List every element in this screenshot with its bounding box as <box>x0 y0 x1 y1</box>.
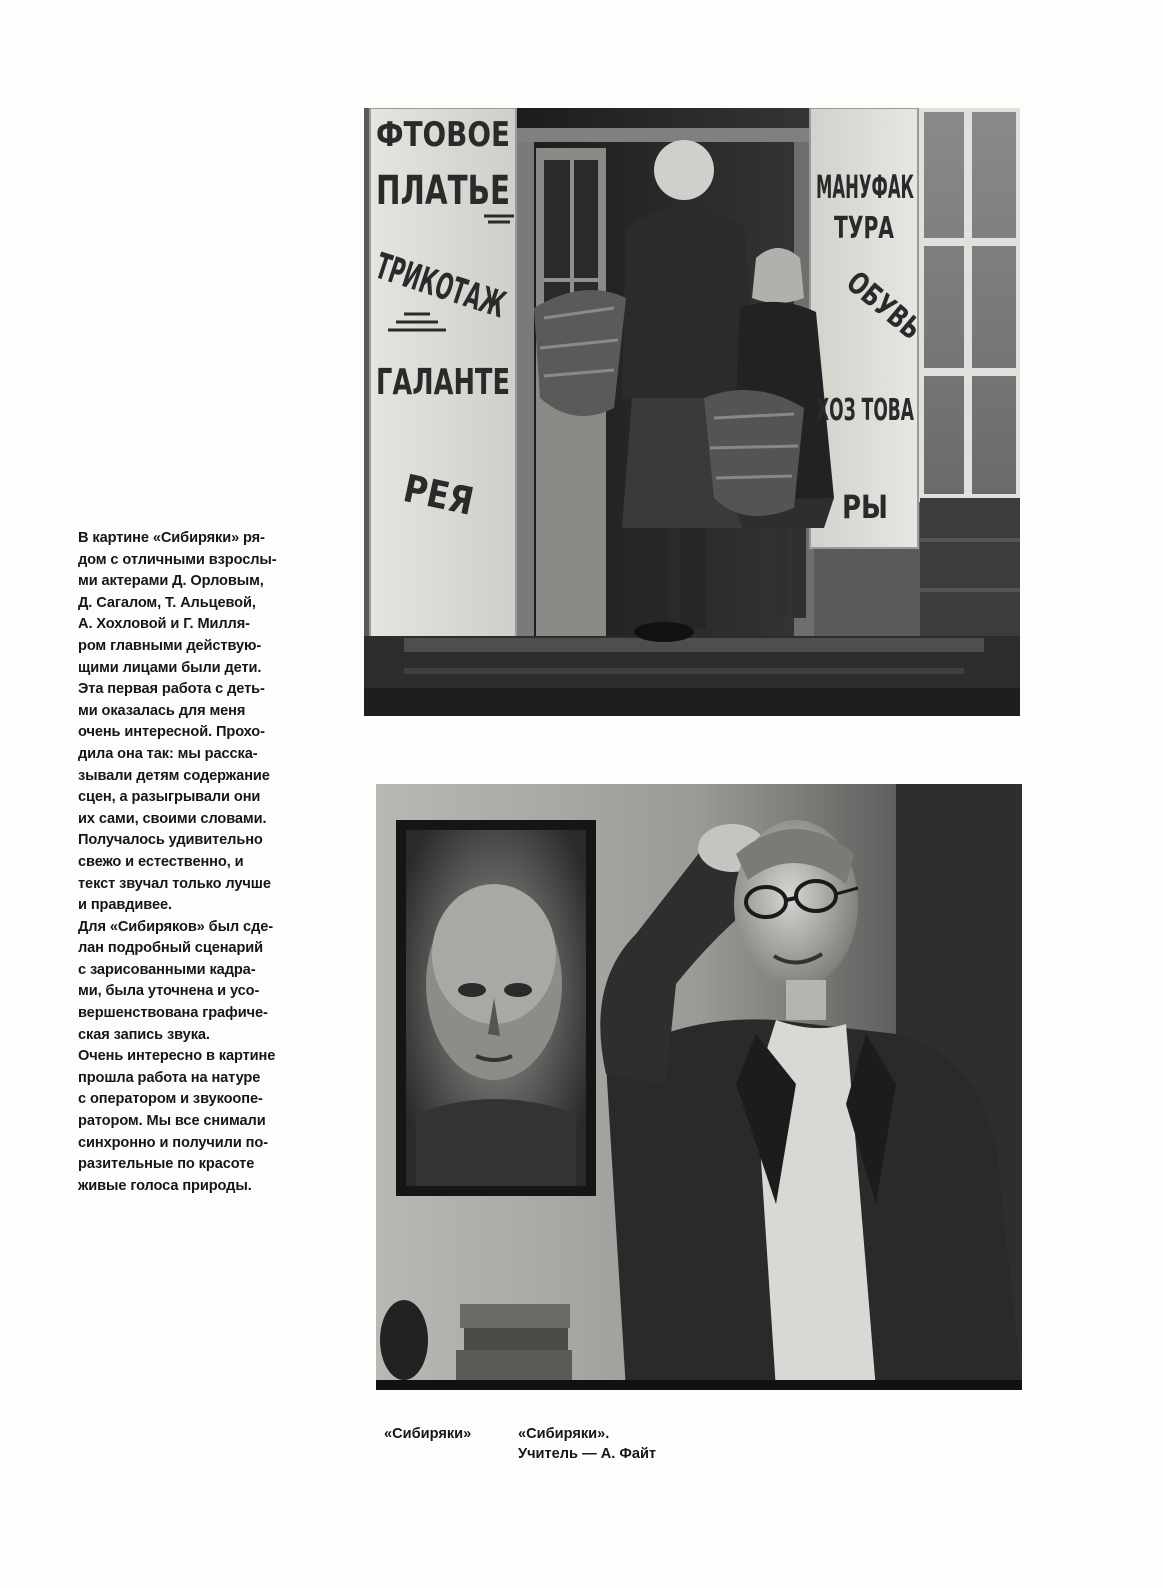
sign-left-5: РЕЯ <box>399 466 491 527</box>
sign-left-3: ТРИКОТАЖ <box>370 245 609 359</box>
body-text-line: свежо и естественно, и <box>78 853 244 870</box>
sign-left-2: ПЛАТЬЕ <box>376 168 510 214</box>
body-text-line: Получалось удивительно <box>78 832 263 849</box>
caption-top-photo <box>384 1424 471 1444</box>
body-text-line: ская запись звука. <box>78 1026 210 1043</box>
photo-teacher-portrait <box>376 784 1022 1390</box>
body-text-line: дила она так: мы расска- <box>78 745 258 762</box>
caption-bottom-photo-line-1: «Сибиряки». <box>518 1426 610 1442</box>
body-text-line: вершенствована графиче- <box>78 1005 268 1022</box>
body-text-line: и правдивее. <box>78 897 172 914</box>
body-text-line: Для «Сибиряков» был сде- <box>78 918 274 935</box>
body-text-line: ратором. Мы все снимали <box>78 1113 266 1130</box>
body-text-line: Д. Сагалом, Т. Альцевой, <box>78 594 256 611</box>
sign-left-4: ГАЛАНТЕ <box>376 362 510 403</box>
sign-right-4: ХОЗ ТОВА <box>816 393 915 428</box>
body-text-line: с зарисованными кадра- <box>78 961 256 978</box>
body-text-column <box>78 528 338 1197</box>
body-text-line: щими лицами были дети. <box>78 659 262 676</box>
sign-left-1: ФТОВОЕ <box>376 115 510 155</box>
body-text-line: ми актерами Д. Орловым, <box>78 573 264 590</box>
sign-right-2: ТУРА <box>834 211 895 246</box>
photo-shop-entrance-illustration <box>364 108 1020 716</box>
caption-top-photo-text: «Сибиряки» <box>384 1426 472 1442</box>
photo-teacher-illustration <box>376 784 1022 1390</box>
body-text-line: прошла работа на натуре <box>78 1069 261 1086</box>
body-text-line: А. Хохловой и Г. Милля- <box>78 616 250 633</box>
body-text-line: лан подробный сценарий <box>78 940 263 957</box>
sign-right-1: МАНУФАК <box>816 168 914 206</box>
body-text-line: зывали детям содержание <box>78 767 270 784</box>
body-text-line: В картине «Сибиряки» ря- <box>78 530 265 546</box>
body-text-line: очень интересной. Прохо- <box>78 724 265 741</box>
body-text-line: сцен, а разыгрывали они <box>78 789 261 806</box>
body-text-line: ми, была уточнена и усо- <box>78 983 260 1000</box>
caption-bottom-photo-line-2: Учитель — А. Файт <box>518 1446 657 1462</box>
body-text-line: с оператором и звукоопе- <box>78 1091 263 1108</box>
body-text-line: ми оказалась для меня <box>78 702 246 719</box>
body-text-line: дом с отличными взрослы- <box>78 551 277 568</box>
sign-right-3: ОБУВЬ <box>839 264 952 368</box>
sign-right-5: РЫ <box>842 488 888 526</box>
body-text-line: разительные по красоте <box>78 1156 255 1173</box>
caption-bottom-photo <box>518 1424 656 1464</box>
body-text-line: живые голоса природы. <box>78 1177 252 1194</box>
body-text-line: Очень интересно в картине <box>78 1048 276 1065</box>
body-text-line: синхронно и получили по- <box>78 1134 268 1151</box>
body-text-line: ром главными действую- <box>78 637 262 654</box>
photo-shop-entrance <box>364 108 1020 716</box>
body-text-line: Эта первая работа с деть- <box>78 681 265 698</box>
body-text-line: их сами, своими словами. <box>78 810 267 827</box>
body-text-line: текст звучал только лучше <box>78 875 271 892</box>
